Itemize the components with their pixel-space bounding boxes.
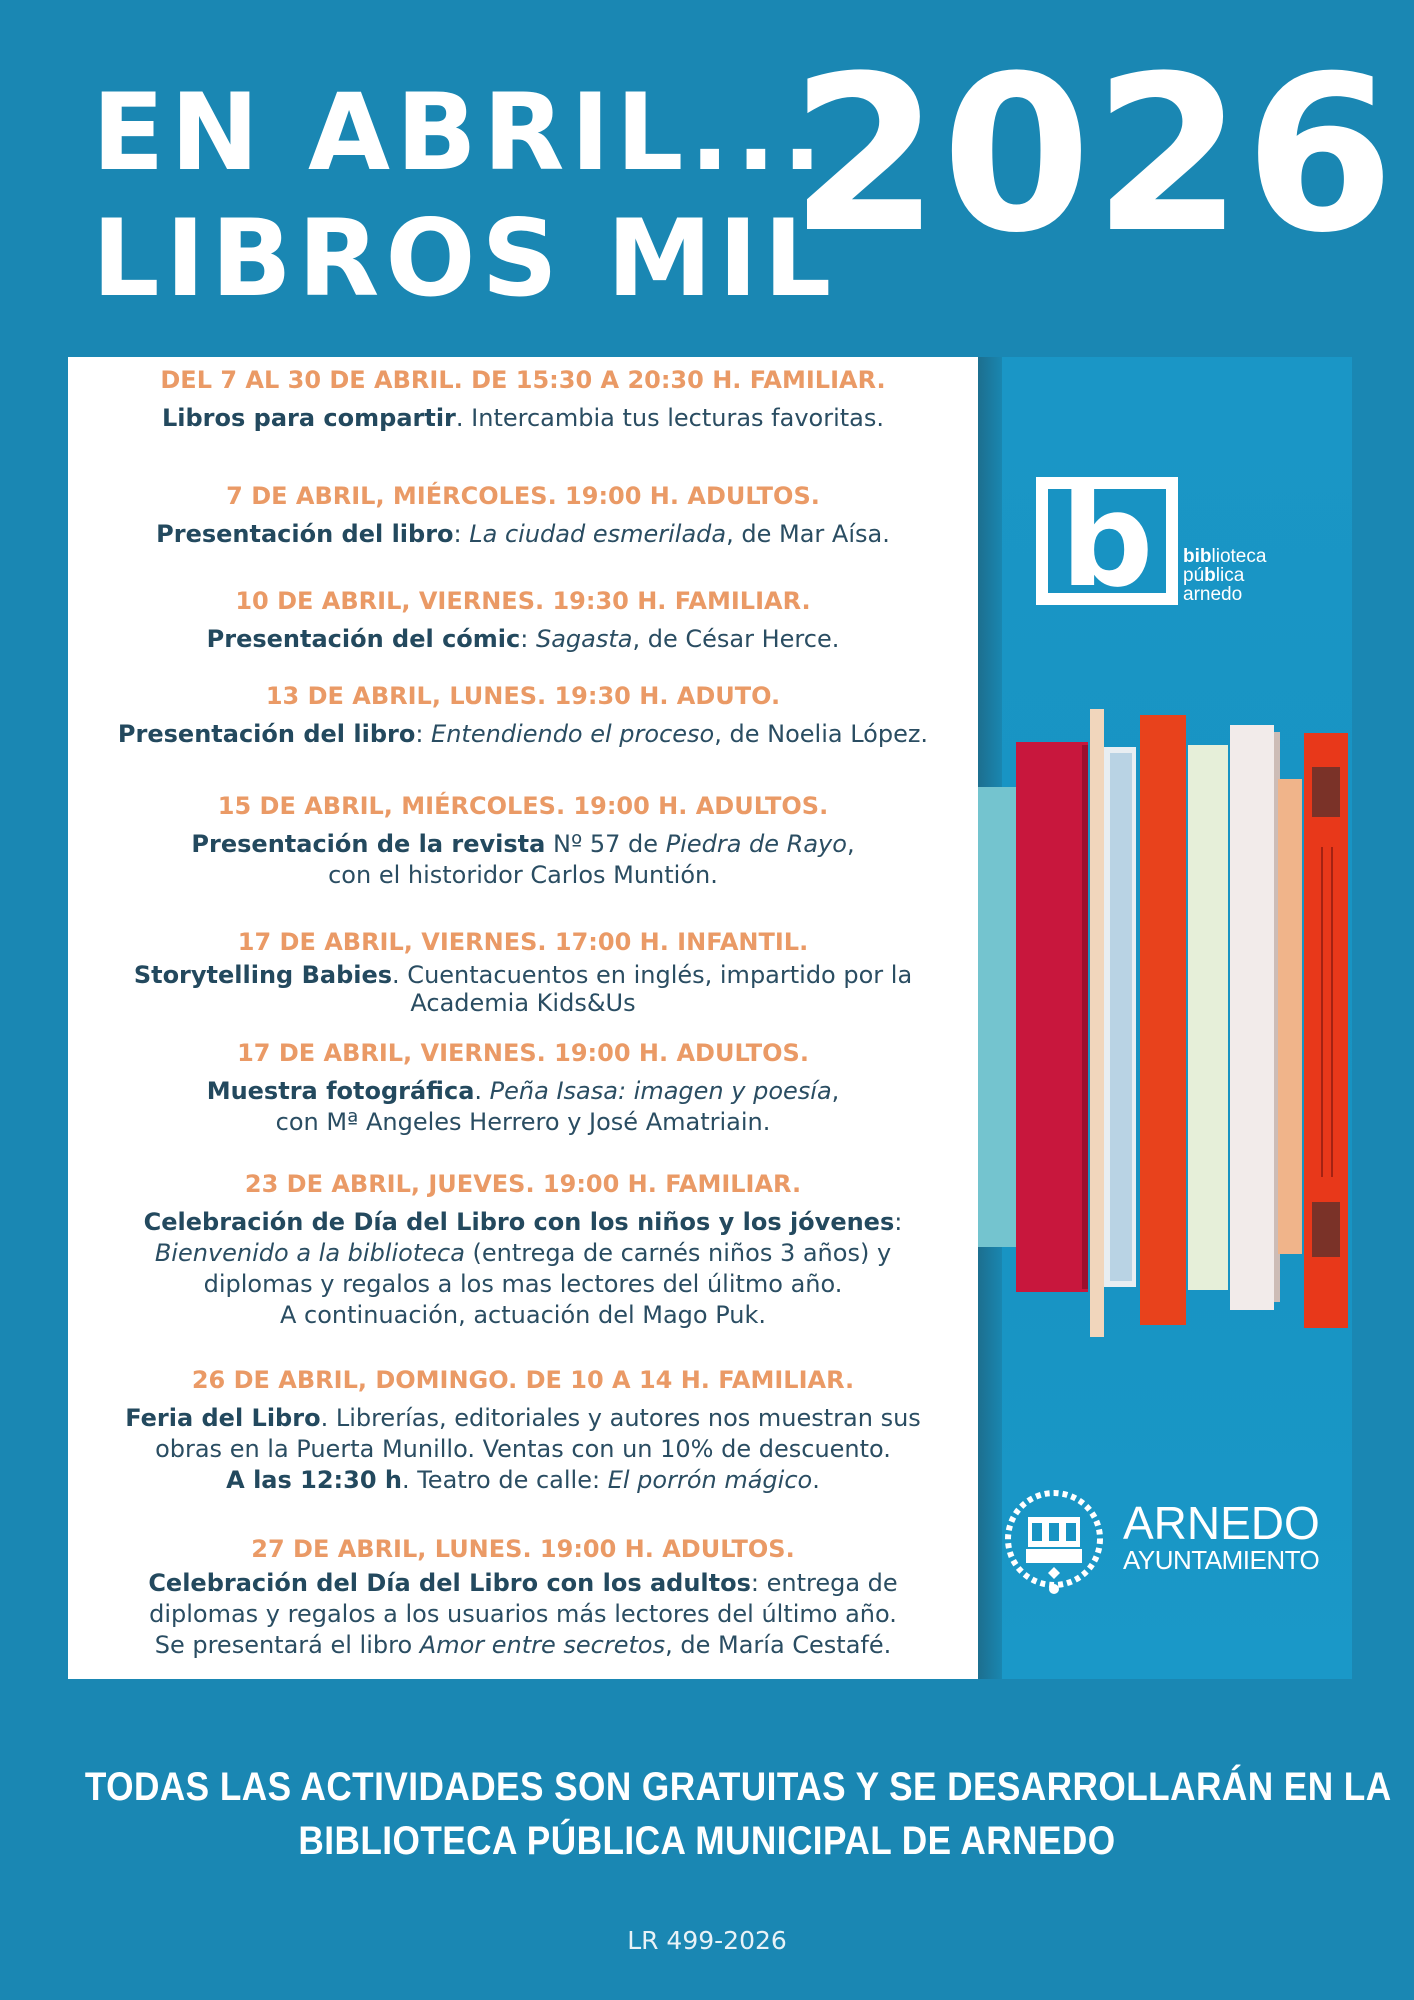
book-spine-peach <box>1278 779 1302 1254</box>
poster-year: 2026 <box>790 29 1397 280</box>
book-pages <box>1090 709 1104 1337</box>
library-logo-icon <box>1036 477 1178 605</box>
title-line-1: EN ABRIL... <box>92 71 829 194</box>
event-10 <box>68 1534 978 1661</box>
event-description: Presentación del libro: La ciudad esmerilada, de Mar Aísa. <box>156 520 890 548</box>
event-description: Storytelling Babies. Cuentacuentos en inglés, impartido por la Academia Kids&Us <box>133 961 913 1017</box>
event-heading: 17 DE ABRIL, VIERNES. 19:00 H. ADULTOS. <box>237 1039 809 1067</box>
event-6 <box>68 927 978 1017</box>
event-description: Presentación de la revista Nº 57 de Piedra de Rayo, con el historidor Carlos Muntión. <box>191 830 855 889</box>
event-5 <box>68 791 978 891</box>
event-description: Muestra fotográfica. Peña Isasa: imagen y poesía, con Mª Angeles Herrero y José Amatriain. <box>206 1077 840 1136</box>
event-description: Presentación del libro: Entendiendo el proceso, de Noelia López. <box>117 720 929 748</box>
event-description: Feria del Libro. Librerías, editoriales y autores nos muestran sus obras en la Puerta Munillo. Ventas con un 10% de descuento. A las 12:30 h. Teatro de calle: El porrón mágico. <box>125 1404 921 1494</box>
title-line-2: LIBROS MIL <box>92 197 838 320</box>
event-heading: 26 DE ABRIL, DOMINGO. DE 10 A 14 H. FAMILIAR. <box>191 1366 855 1394</box>
library-name: biblioteca pública arnedo <box>1183 546 1267 605</box>
book-spine-orange <box>1140 715 1186 1325</box>
event-description: Presentación del cómic: Sagasta, de César Herce. <box>206 625 840 653</box>
event-heading: 23 DE ABRIL, JUEVES. 19:00 H. FAMILIAR. <box>244 1170 802 1198</box>
footer-line-2: BIBLIOTECA PÚBLICA MUNICIPAL DE ARNEDO <box>298 1819 1116 1863</box>
books-illustration <box>978 697 1352 1337</box>
event-heading: DEL 7 AL 30 DE ABRIL. DE 15:30 A 20:30 H. FAMILIAR. <box>160 366 886 394</box>
event-description: Libros para compartir. Intercambia tus lecturas favoritas. <box>161 404 885 432</box>
event-heading: 10 DE ABRIL, VIERNES. 19:30 H. FAMILIAR. <box>235 587 811 615</box>
event-2 <box>68 481 978 550</box>
book-spine-light-blue <box>978 787 1016 1247</box>
poster-title <box>92 70 837 322</box>
event-4 <box>68 681 978 750</box>
event-3 <box>68 586 978 655</box>
svg-text:b: b <box>1060 477 1154 605</box>
event-description: Celebración del Día del Libro con los adultos: entrega de diplomas y regalos a los usuarios más lectores del último año. Se presentará el libro Amor entre secretos, de María Cestafé. <box>148 1569 898 1659</box>
event-heading: 17 DE ABRIL, VIERNES. 17:00 H. INFANTIL. <box>237 928 809 956</box>
footer-notice <box>84 1760 1392 1868</box>
event-description: Celebración de Día del Libro con los niños y los jóvenes: Bienvenido a la biblioteca (entrega de carnés niños 3 años) y diplomas y regalos a los mas lectores del úlitmo año. A continuación, actuación del Mago Puk. <box>143 1208 903 1329</box>
legal-deposit-code: LR 499-2026 <box>627 1926 787 1955</box>
book-spine-cream <box>1230 725 1274 1310</box>
events-panel <box>68 357 978 1679</box>
side-image-panel <box>978 357 1352 1679</box>
event-heading: 27 DE ABRIL, LUNES. 19:00 H. ADULTOS. <box>251 1535 795 1563</box>
event-heading: 15 DE ABRIL, MIÉRCOLES. 19:00 H. ADULTOS. <box>217 792 829 820</box>
footer-line-1: TODAS LAS ACTIVIDADES SON GRATUITAS Y SE DESARROLLARÁN EN LA <box>84 1765 1392 1809</box>
arnedo-shield-icon <box>1004 1489 1104 1597</box>
event-7 <box>68 1038 978 1138</box>
event-heading: 13 DE ABRIL, LUNES. 19:30 H. ADUTO. <box>265 682 781 710</box>
event-9 <box>68 1365 978 1496</box>
event-heading: 7 DE ABRIL, MIÉRCOLES. 19:00 H. ADULTOS. <box>226 482 820 510</box>
event-1 <box>68 365 978 434</box>
book-spine-pale-green <box>1188 745 1228 1290</box>
council-name: ARNEDO AYUNTAMIENTO <box>1123 1497 1320 1575</box>
book-spine-crimson <box>1016 742 1088 1292</box>
event-8 <box>68 1169 978 1331</box>
